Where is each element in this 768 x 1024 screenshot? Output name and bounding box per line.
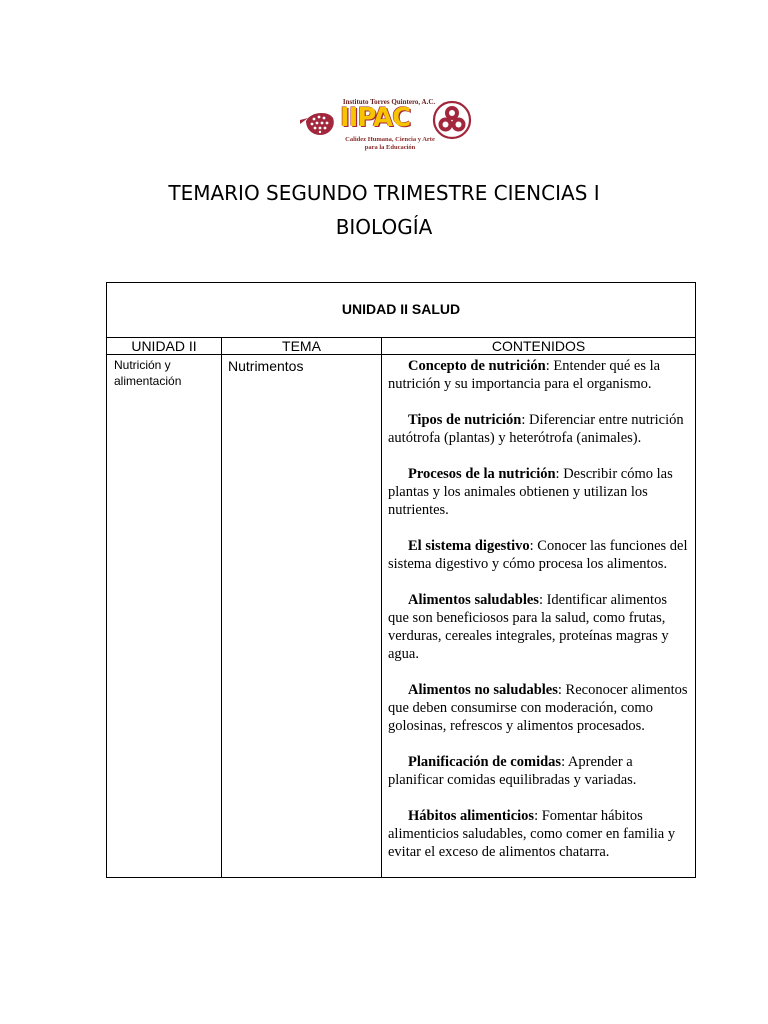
trefoil-emblem-icon [432, 100, 472, 140]
column-header-contents: CONTENIDOS [382, 338, 696, 355]
column-header-unit: UNIDAD II [107, 338, 222, 355]
content-text: : Reconocer alimentos que deben consumirse con moderación, como golosinas, refrescos y alimentos procesados. [388, 682, 688, 734]
logo-slogan-line2: para la Educación [364, 144, 416, 151]
content-term: El sistema digestivo [408, 538, 530, 554]
content-item [388, 411, 689, 447]
content-item [388, 591, 689, 663]
content-term: Concepto de nutrición [408, 358, 546, 374]
unit-heading: UNIDAD II SALUD [341, 301, 461, 317]
content-item [388, 465, 689, 519]
unit-heading-cell [107, 283, 696, 338]
content-text: : Conocer las funciones del sistema digestivo y cómo procesa los alimentos. [388, 538, 688, 572]
logo-slogan-line1: Calidez Humana, Ciencia y Arte [345, 136, 435, 143]
content-text: : Diferenciar entre nutrición autótrofa (plantas) y heterótrofa (animales). [388, 412, 684, 446]
column-header-topic: TEMA [222, 338, 382, 355]
content-text: : Entender qué es la nutrición y su importancia para el organismo. [388, 358, 661, 392]
table-row [107, 355, 696, 878]
content-item [388, 753, 689, 789]
content-text: : Identificar alimentos que son beneficiosos para la salud, como frutas, verduras, cereales integrales, proteínas magras y agua. [388, 592, 669, 662]
content-text: : Describir cómo las plantas y los animales obtienen y utilizan los nutrientes. [388, 466, 673, 518]
institution-logo [300, 96, 472, 156]
contents-cell [382, 355, 696, 878]
table-header-row [107, 338, 696, 355]
topic-cell: Nutrimentos [222, 355, 382, 878]
logo-name: IIPAC [340, 103, 411, 133]
logo-organization: Instituto Torres Quintero, A.C. [342, 98, 436, 106]
content-term: Hábitos alimenticios [408, 808, 535, 824]
apple-icon [300, 108, 336, 138]
content-term: Planificación de comidas [408, 754, 562, 770]
document-title-line1: TEMARIO SEGUNDO TRIMESTRE CIENCIAS I [168, 181, 600, 205]
content-term: Alimentos no saludables [408, 682, 558, 698]
content-term: Alimentos saludables [408, 592, 539, 608]
logo-slogan [334, 136, 446, 152]
syllabus-table [106, 282, 696, 878]
content-item [388, 537, 689, 573]
content-text: : Aprender a planificar comidas equilibradas y variadas. [388, 754, 637, 788]
content-term: Procesos de la nutrición [408, 466, 556, 482]
unit-cell: Nutrición y alimentación [107, 355, 222, 878]
document-title-line2: BIOLOGÍA [335, 215, 433, 239]
content-item [388, 807, 689, 861]
content-term: Tipos de nutrición [408, 412, 522, 428]
content-text: : Fomentar hábitos alimenticios saludables, como comer en familia y evitar el exceso de alimentos chatarra. [388, 808, 676, 860]
content-item [388, 357, 689, 393]
document-title [0, 176, 768, 244]
content-item [388, 681, 689, 735]
